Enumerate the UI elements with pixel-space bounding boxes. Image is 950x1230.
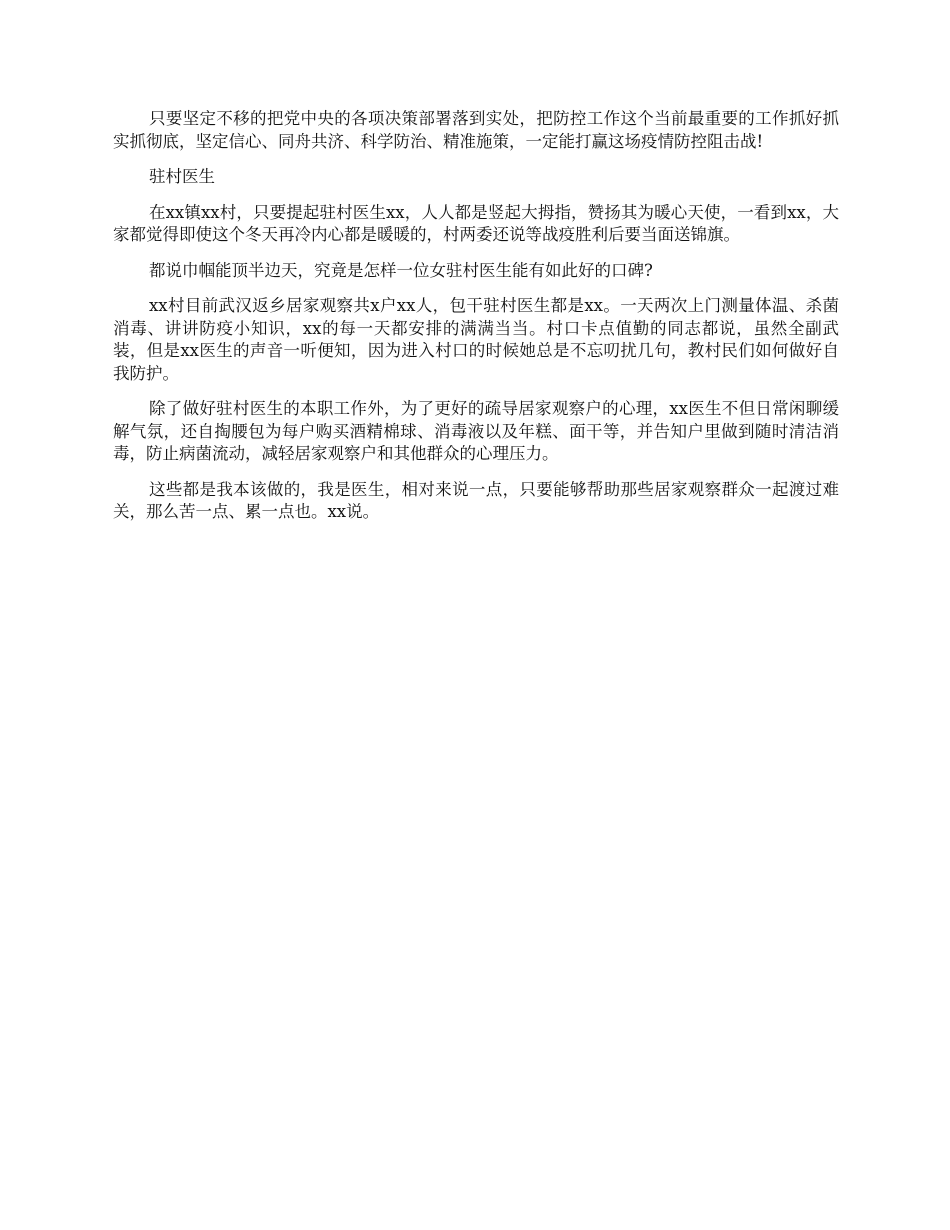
paragraph-quote: 这些都是我本该做的，我是医生，相对来说一点，只要能够帮助那些居家观察群众一起渡过难关，那么苦一点、累一点也。xx说。 — [113, 479, 839, 521]
paragraph-extra-care: 除了做好驻村医生的本职工作外，为了更好的疏导居家观察户的心理，xx医生不但日常闲聊缓解气氛，还自掏腰包为每户购买酒精棉球、消毒液以及年糕、面干等，并告知户里做到随时清洁消毒，防止病菌流动，减轻居家观察户和其他群众的心理压力。 — [113, 399, 839, 463]
section-heading: 驻村医生 — [149, 167, 215, 186]
paragraph-conclusion: 只要坚定不移的把党中央的各项决策部署落到实处，把防控工作这个当前最重要的工作抓好抓实抓彻底，坚定信心、同舟共济、科学防治、精准施策，一定能打赢这场疫情防控阻击战! — [113, 109, 839, 151]
paragraph-intro: 在xx镇xx村，只要提起驻村医生xx，人人都是竖起大拇指，赞扬其为暖心天使，一看到xx，大家都觉得即使这个冬天再冷内心都是暖暖的，村两委还说等战疫胜利后要当面送锦旗。 — [113, 202, 839, 244]
paragraph-duties: xx村目前武汉返乡居家观察共x户xx人，包干驻村医生都是xx。一天两次上门测量体温、杀菌消毒、讲讲防疫小知识，xx的每一天都安排的满满当当。村口卡点值勤的同志都说，虽然全副武装，但是xx医生的声音一听便知，因为进入村口的时候她总是不忘叨扰几句，教村民们如何做好自我防护。 — [113, 296, 839, 383]
document-body — [113, 108, 839, 537]
paragraph-question: 都说巾帼能顶半边天，究竟是怎样一位女驻村医生能有如此好的口碑? — [149, 260, 653, 280]
